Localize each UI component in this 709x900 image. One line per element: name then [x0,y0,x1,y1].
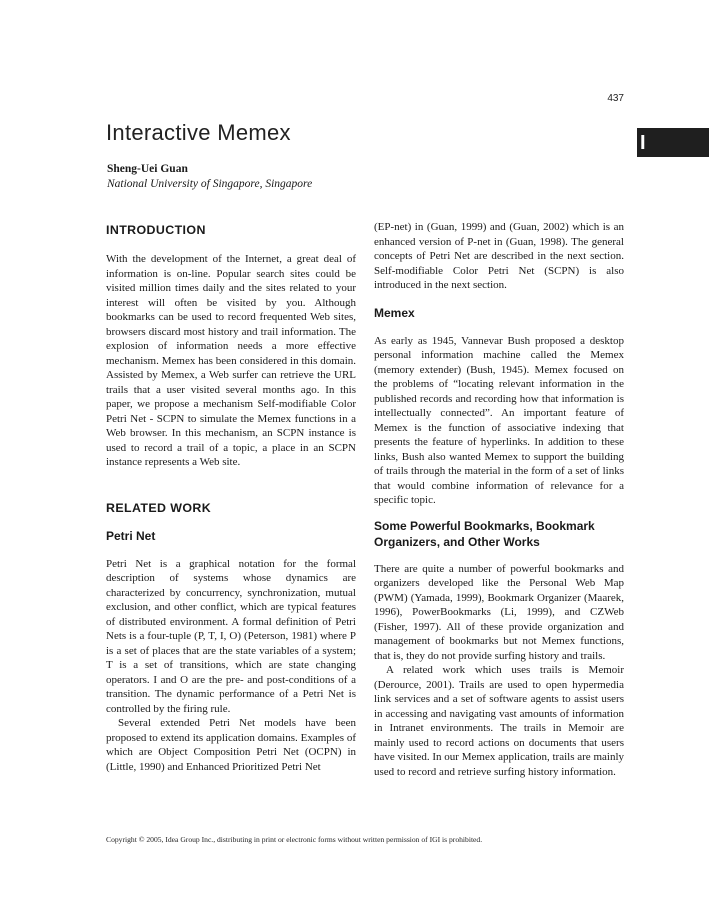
left-column [106,222,356,774]
section-tab-letter: I [640,132,646,154]
bookmarks-paragraph-2: A related work which uses trails is Memoir (Derource, 2001). Trails are used to open hypermedia link services and a set of software agents to assist users in accessing and navigating vast amounts of information in Intranet environments. The trails in Memoir are mainly used to record actions on documents that users have visited. In our Memex application, trails are mainly used to record and retrieve surfing history information. [374,664,624,778]
memex-heading: Memex [374,305,415,320]
continuation-paragraph: (EP-net) in (Guan, 1999) and (Guan, 2002) which is an enhanced version of P-net in (Guan, 1998). The general concepts of Petri Net are described in the next section. Self-modifiable Color Petri Net (SCPN) is also introduced in the next section. [374,221,624,291]
author-name: Sheng-Uei Guan [107,163,188,175]
author-affiliation: National University of Singapore, Singapore [107,178,313,190]
bookmarks-heading: Some Powerful Bookmarks, Bookmark Organizers, and Other Works [374,518,595,549]
related-work-heading: RELATED WORK [106,500,212,515]
bookmarks-paragraph-1: There are quite a number of powerful bookmarks and organizers developed like the Personal Web Map (PWM) (Yamada, 1999), Bookmark Organizer (Maarek, 1996), PowerBookmarks (Li, 1999), and CZWeb (Fisher, 1997). All of these provide organization and management of bookmarks but not Memex functions, that is, they do not provide surfing history and trails. [374,562,624,662]
page-number: 437 [607,93,624,104]
article-title: Interactive Memex [106,120,291,145]
section-thumb-tab [637,128,709,157]
memex-paragraph: As early as 1945, Vannevar Bush proposed a desktop personal information machine called the Memex (memory extender) (Bush, 1945). Memex focused on the problems of “locating relevant information in the published records and recording how that information is intellectually connected”. An important feature of Memex is the function of associative indexing that presents the feature of hyperlinks. In addition to these links, Bush also wanted Memex to support the building of trails through the material in the form of a set of links that would combine information of relevance for a specific topic. [374,334,624,506]
right-column [374,220,624,779]
petri-net-paragraph-1: Petri Net is a graphical notation for the formal description of systems whose dynamics are characterized by concurrency, synchronization, mutual exclusion, and other conflict, which are typical features of distributed environment. A formal definition of Petri Nets is a four-tuple (P, T, I, O) (Peterson, 1981) where P is a set of places that are the state variables of a system; T is a set of transitions, which are state changing operators. I and O are the pre- and post-conditions of a transition. The dynamic performance of a Petri Net is controlled by the firing rule. [106,557,356,715]
petri-net-heading: Petri Net [106,528,156,543]
petri-net-paragraph-2: Several extended Petri Net models have been proposed to extend its application domains. Examples of which are Object Composition Petri Net (OCPN) in (Little, 1990) and Enhanced Prioritized Petri Net [106,717,356,773]
introduction-heading: INTRODUCTION [106,223,206,237]
introduction-paragraph: With the development of the Internet, a great deal of information is on-line. Popular search sites could be visited million times daily and the sites related to your interest will often be visited by you. Although bookmarks can be used to record frequented Web sites, browsers discard most history and trail information. The explosion of information needs a more effective mechanism. Memex has been considered in this domain. Assisted by Memex, a Web surfer can retrieve the URL trails that a user visited several months ago. In this paper, we propose a mechanism Self-modifiable Color Petri Net - SCPN to simulate the Memex functions in a Web browser. In this mechanism, an SCPN instance is used to record a trail of a topic, a place in an SCPN instance represents a Web site. [106,253,356,468]
copyright-footer: Copyright © 2005, Idea Group Inc., distributing in print or electronic forms without written permission of IGI is prohibited. [106,835,483,844]
